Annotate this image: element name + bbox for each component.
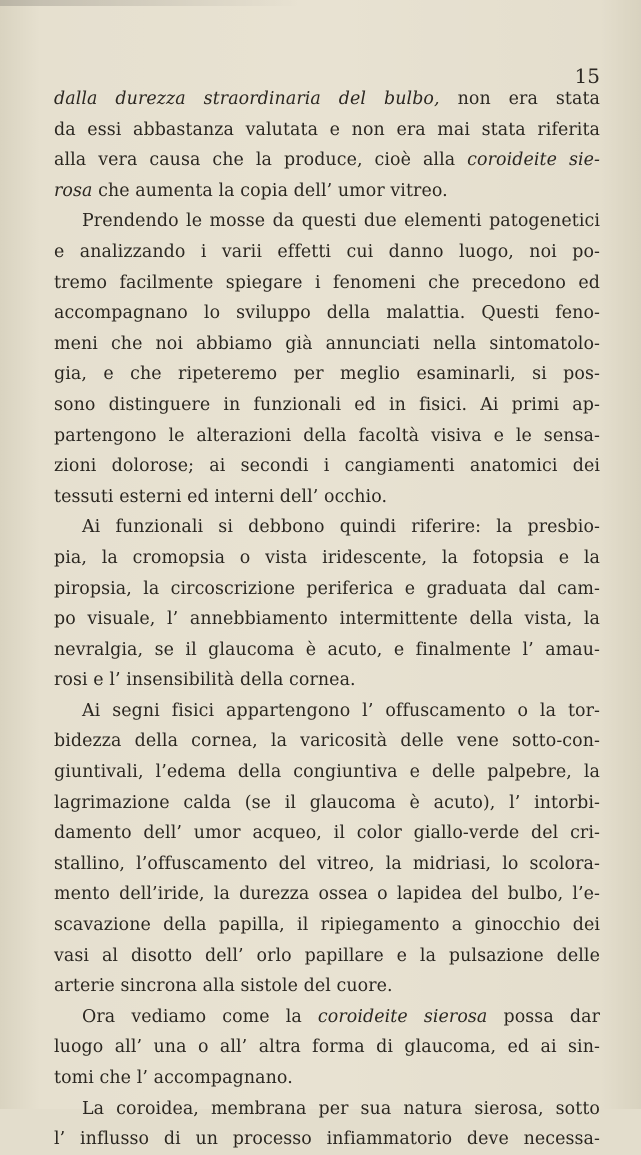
text-line xyxy=(54,298,600,329)
text-line xyxy=(54,390,600,421)
text-line xyxy=(54,1063,600,1094)
text-span: Prendendo le mosse da questi due elementi patogenetici xyxy=(82,211,600,232)
text-span: l’ influsso di un processo infiammatorio deve necessa- xyxy=(54,1129,600,1150)
text-line xyxy=(54,1032,600,1063)
text-span: luogo all’ una o all’ altra forma di glaucoma, ed ai sin- xyxy=(54,1037,600,1058)
text-span: tessuti esterni ed interni dell’ occhio. xyxy=(54,486,388,507)
text-line xyxy=(54,237,600,268)
text-line xyxy=(54,451,600,482)
text-line xyxy=(54,1002,600,1033)
page-edge-shadow xyxy=(0,0,300,6)
text-line xyxy=(54,726,600,757)
text-span: lagrimazione calda (se il glaucoma è acuto), l’ intorbi- xyxy=(54,792,600,813)
italic-text: coroideite sierosa xyxy=(317,1006,488,1027)
text-span: tremo facilmente spiegare i fenomeni che precedono ed xyxy=(54,272,600,293)
text-line xyxy=(54,115,600,146)
text-line xyxy=(54,696,600,727)
text-line xyxy=(54,421,600,452)
text-span: Ai funzionali si debbono quindi riferire: la presbio- xyxy=(82,517,600,538)
text-span: tomi che l’ accompagnano. xyxy=(54,1068,293,1088)
text-span: po visuale, l’ annebbiamento intermittente della vista, la xyxy=(54,609,600,630)
text-line xyxy=(54,910,600,941)
text-span: partengono le alterazioni della facoltà visiva e le sensa- xyxy=(54,425,600,446)
italic-text: coroideite sie- xyxy=(467,150,600,171)
text-span: gia, e che ripeteremo per meglio esaminarli, si pos- xyxy=(54,364,600,385)
text-line xyxy=(54,543,600,574)
text-line xyxy=(54,849,600,880)
text-line xyxy=(54,574,600,605)
text-span: Ora vediamo come la xyxy=(82,1006,318,1027)
text-line xyxy=(54,359,600,390)
text-line xyxy=(54,512,600,543)
text-span: giuntivali, l’edema della congiuntiva e delle palpebre, la xyxy=(54,762,600,783)
text-span: pia, la cromopsia o vista iridescente, la fotopsia e la xyxy=(54,547,600,568)
text-span: stallino, l’offuscamento del vitreo, la midriasi, lo scolora- xyxy=(54,853,600,874)
text-line xyxy=(54,482,600,513)
text-span: sono distinguere in funzionali ed in fisici. Ai primi ap- xyxy=(54,394,600,415)
text-span: piropsia, la circoscrizione periferica e graduata dal cam- xyxy=(54,578,600,599)
text-line xyxy=(54,818,600,849)
text-span: scavazione della papilla, il ripiegamento a ginocchio dei xyxy=(54,915,600,936)
text-line xyxy=(54,84,600,115)
text-span: mento dell’iride, la durezza ossea o lapidea del bulbo, l’e- xyxy=(54,884,600,905)
text-span: damento dell’ umor acqueo, il color giallo-verde del cri- xyxy=(54,823,600,844)
text-line xyxy=(54,329,600,360)
italic-text: rosa xyxy=(54,180,93,201)
text-span: La coroidea, membrana per sua natura sierosa, sotto xyxy=(82,1098,600,1119)
text-line xyxy=(54,1124,600,1155)
text-span: bidezza della cornea, la varicosità delle vene sotto-con- xyxy=(54,731,600,752)
text-line xyxy=(54,604,600,635)
italic-text: dalla durezza straordinaria del bulbo, xyxy=(54,89,440,109)
text-line xyxy=(54,176,600,207)
text-line xyxy=(54,268,600,299)
text-span: che aumenta la copia dell’ umor vitreo. xyxy=(92,180,448,201)
text-span: possa dar xyxy=(487,1006,600,1027)
text-span: non era stata xyxy=(439,89,601,109)
text-span: da essi abbastanza valutata e non era mai stata riferita xyxy=(54,119,600,140)
text-line xyxy=(54,635,600,666)
text-line xyxy=(54,941,600,972)
body-text xyxy=(54,84,600,1155)
text-line xyxy=(54,145,600,176)
text-line xyxy=(54,788,600,819)
text-span: nevralgia, se il glaucoma è acuto, e finalmente l’ amau- xyxy=(54,639,600,660)
text-span: meni che noi abbiamo già annunciati nella sintomatolo- xyxy=(54,333,600,354)
text-span: alla vera causa che la produce, cioè alla xyxy=(54,150,468,171)
text-line xyxy=(54,971,600,1002)
text-line xyxy=(54,665,600,696)
text-span: e analizzando i varii effetti cui danno luogo, noi po- xyxy=(54,241,600,262)
text-span: vasi al disotto dell’ orlo papillare e la pulsazione delle xyxy=(54,945,600,966)
text-line xyxy=(54,757,600,788)
text-span: arterie sincrona alla sistole del cuore. xyxy=(54,976,393,997)
text-span: Ai segni fisici appartengono l’ offuscamento o la tor- xyxy=(82,700,600,721)
text-line xyxy=(54,879,600,910)
text-span: rosi e l’ insensibilità della cornea. xyxy=(54,670,356,691)
page-number: 15 xyxy=(574,64,600,88)
text-line xyxy=(54,206,600,237)
text-span: accompagnano lo sviluppo della malattia. Questi feno- xyxy=(54,303,600,324)
text-span: zioni dolorose; ai secondi i cangiamenti anatomici dei xyxy=(54,456,600,477)
